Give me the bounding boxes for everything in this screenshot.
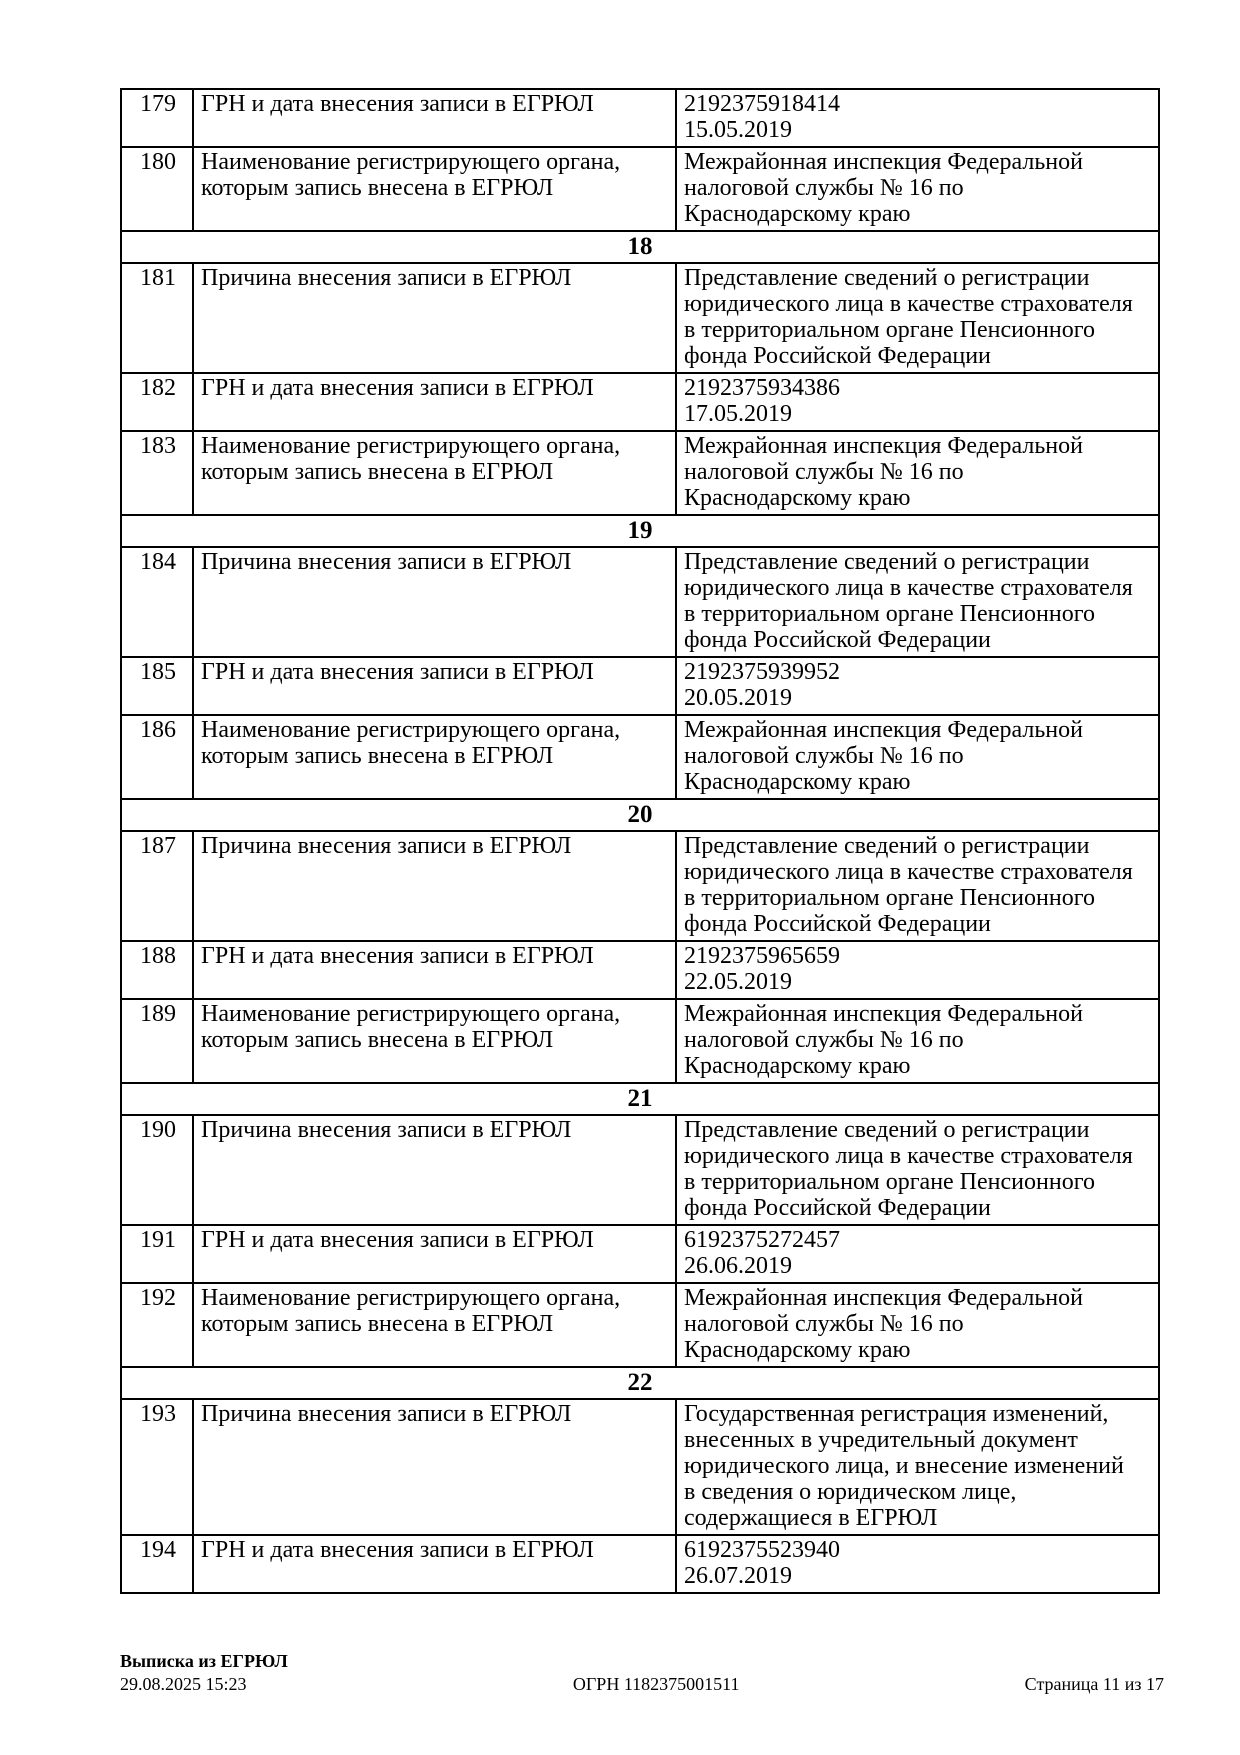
cell-text-line: содержащиеся в ЕГРЮЛ	[684, 1505, 938, 1531]
cell-text-line: 2192375939952	[684, 659, 840, 685]
record-row	[121, 1115, 1159, 1225]
record-value	[676, 831, 1159, 941]
cell-text-line: Межрайонная инспекция Федеральной	[684, 1285, 1083, 1311]
record-value	[676, 1399, 1159, 1535]
cell-text-line: ГРН и дата внесения записи в ЕГРЮЛ	[201, 1537, 594, 1563]
cell-text-line: Межрайонная инспекция Федеральной	[684, 717, 1083, 743]
record-number: 180	[121, 147, 193, 231]
record-row	[121, 431, 1159, 515]
cell-text-line: Краснодарскому краю	[684, 1337, 911, 1363]
record-attribute	[193, 1535, 676, 1593]
record-attribute	[193, 715, 676, 799]
cell-text-line: которым запись внесена в ЕГРЮЛ	[201, 1027, 554, 1053]
cell-text-line: Представление сведений о регистрации	[684, 265, 1090, 291]
cell-text-line: Межрайонная инспекция Федеральной	[684, 1001, 1083, 1027]
cell-text-line: юридического лица в качестве страхователя	[684, 1143, 1133, 1169]
record-row	[121, 1283, 1159, 1367]
cell-text-line: Краснодарскому краю	[684, 1053, 911, 1079]
section-number: 22	[121, 1367, 1159, 1399]
section-row	[121, 515, 1159, 547]
record-value	[676, 147, 1159, 231]
section-row	[121, 1083, 1159, 1115]
cell-text-line: в территориальном органе Пенсионного	[684, 885, 1095, 911]
record-number: 185	[121, 657, 193, 715]
cell-text-line: фонда Российской Федерации	[684, 627, 991, 653]
record-row	[121, 89, 1159, 147]
record-value	[676, 941, 1159, 999]
cell-text-line: 2192375934386	[684, 375, 840, 401]
cell-text-line: 22.05.2019	[684, 969, 792, 995]
page-footer	[120, 1650, 1164, 1696]
cell-text-line: Наименование регистрирующего органа,	[201, 149, 621, 175]
record-number: 182	[121, 373, 193, 431]
cell-text-line: налоговой службы № 16 по	[684, 459, 964, 485]
record-row	[121, 263, 1159, 373]
cell-text-line: которым запись внесена в ЕГРЮЛ	[201, 743, 554, 769]
cell-text-line: налоговой службы № 16 по	[684, 1027, 964, 1053]
record-attribute	[193, 1115, 676, 1225]
cell-text-line: Наименование регистрирующего органа,	[201, 1285, 621, 1311]
record-number: 179	[121, 89, 193, 147]
record-attribute	[193, 89, 676, 147]
record-value	[676, 547, 1159, 657]
record-number: 183	[121, 431, 193, 515]
cell-text-line: Наименование регистрирующего органа,	[201, 433, 621, 459]
record-row	[121, 715, 1159, 799]
cell-text-line: Краснодарскому краю	[684, 485, 911, 511]
record-value	[676, 1115, 1159, 1225]
section-number: 18	[121, 231, 1159, 263]
cell-text-line: фонда Российской Федерации	[684, 1195, 991, 1221]
record-attribute	[193, 373, 676, 431]
record-row	[121, 831, 1159, 941]
cell-text-line: Межрайонная инспекция Федеральной	[684, 433, 1083, 459]
cell-text-line: налоговой службы № 16 по	[684, 1311, 964, 1337]
cell-text-line: Представление сведений о регистрации	[684, 833, 1090, 859]
record-attribute	[193, 1283, 676, 1367]
record-number: 181	[121, 263, 193, 373]
cell-text-line: ГРН и дата внесения записи в ЕГРЮЛ	[201, 943, 594, 969]
record-value	[676, 373, 1159, 431]
record-attribute	[193, 1399, 676, 1535]
cell-text-line: Межрайонная инспекция Федеральной	[684, 149, 1083, 175]
section-number: 21	[121, 1083, 1159, 1115]
cell-text-line: Причина внесения записи в ЕГРЮЛ	[201, 549, 572, 575]
egrul-table-body	[121, 89, 1159, 1593]
cell-text-line: 6192375523940	[684, 1537, 840, 1563]
section-row	[121, 231, 1159, 263]
record-value	[676, 715, 1159, 799]
record-number: 186	[121, 715, 193, 799]
cell-text-line: фонда Российской Федерации	[684, 911, 991, 937]
cell-text-line: Наименование регистрирующего органа,	[201, 1001, 621, 1027]
section-row	[121, 1367, 1159, 1399]
extract-timestamp: 29.08.2025 15:23	[120, 1674, 247, 1694]
cell-text-line: юридического лица, и внесение изменений	[684, 1453, 1124, 1479]
record-attribute	[193, 999, 676, 1083]
section-number: 20	[121, 799, 1159, 831]
egrul-records-table	[120, 88, 1160, 1594]
cell-text-line: которым запись внесена в ЕГРЮЛ	[201, 175, 554, 201]
cell-text-line: Краснодарскому краю	[684, 769, 911, 795]
cell-text-line: 26.07.2019	[684, 1563, 792, 1589]
cell-text-line: 15.05.2019	[684, 117, 792, 143]
record-value	[676, 1283, 1159, 1367]
cell-text-line: 2192375965659	[684, 943, 840, 969]
record-attribute	[193, 431, 676, 515]
cell-text-line: налоговой службы № 16 по	[684, 175, 964, 201]
record-attribute	[193, 941, 676, 999]
record-number: 190	[121, 1115, 193, 1225]
record-attribute	[193, 263, 676, 373]
cell-text-line: ГРН и дата внесения записи в ЕГРЮЛ	[201, 659, 594, 685]
cell-text-line: которым запись внесена в ЕГРЮЛ	[201, 459, 554, 485]
cell-text-line: юридического лица в качестве страхователя	[684, 291, 1133, 317]
record-attribute	[193, 1225, 676, 1283]
record-value	[676, 1535, 1159, 1593]
record-row	[121, 657, 1159, 715]
cell-text-line: Государственная регистрация изменений,	[684, 1401, 1109, 1427]
cell-text-line: юридического лица в качестве страхователя	[684, 859, 1133, 885]
record-row	[121, 999, 1159, 1083]
record-row	[121, 941, 1159, 999]
cell-text-line: Причина внесения записи в ЕГРЮЛ	[201, 1117, 572, 1143]
record-row	[121, 1535, 1159, 1593]
page-indicator: Страница 11 из 17	[1024, 1674, 1164, 1694]
record-attribute	[193, 147, 676, 231]
cell-text-line: ГРН и дата внесения записи в ЕГРЮЛ	[201, 91, 594, 117]
cell-text-line: в сведения о юридическом лице,	[684, 1479, 1017, 1505]
record-row	[121, 1225, 1159, 1283]
record-row	[121, 547, 1159, 657]
cell-text-line: ГРН и дата внесения записи в ЕГРЮЛ	[201, 375, 594, 401]
section-number: 19	[121, 515, 1159, 547]
record-number: 194	[121, 1535, 193, 1593]
cell-text-line: ГРН и дата внесения записи в ЕГРЮЛ	[201, 1227, 594, 1253]
record-number: 189	[121, 999, 193, 1083]
record-number: 193	[121, 1399, 193, 1535]
cell-text-line: 20.05.2019	[684, 685, 792, 711]
cell-text-line: Причина внесения записи в ЕГРЮЛ	[201, 265, 572, 291]
cell-text-line: в территориальном органе Пенсионного	[684, 601, 1095, 627]
record-attribute	[193, 831, 676, 941]
cell-text-line: 2192375918414	[684, 91, 840, 117]
cell-text-line: юридического лица в качестве страхователя	[684, 575, 1133, 601]
record-number: 184	[121, 547, 193, 657]
record-value	[676, 263, 1159, 373]
record-row	[121, 147, 1159, 231]
cell-text-line: 26.06.2019	[684, 1253, 792, 1279]
footer-left-block	[120, 1650, 288, 1696]
record-row	[121, 1399, 1159, 1535]
cell-text-line: Причина внесения записи в ЕГРЮЛ	[201, 1401, 572, 1427]
record-value	[676, 1225, 1159, 1283]
ogrn-number: ОГРН 1182375001511	[572, 1674, 740, 1694]
cell-text-line: налоговой службы № 16 по	[684, 743, 964, 769]
cell-text-line: Наименование регистрирующего органа,	[201, 717, 621, 743]
cell-text-line: Причина внесения записи в ЕГРЮЛ	[201, 833, 572, 859]
cell-text-line: фонда Российской Федерации	[684, 343, 991, 369]
cell-text-line: внесенных в учредительный документ	[684, 1427, 1078, 1453]
cell-text-line: Краснодарскому краю	[684, 201, 911, 227]
record-number: 188	[121, 941, 193, 999]
record-number: 187	[121, 831, 193, 941]
cell-text-line: Представление сведений о регистрации	[684, 549, 1090, 575]
document-title: Выписка из ЕГРЮЛ	[120, 1651, 288, 1671]
record-value	[676, 89, 1159, 147]
record-value	[676, 657, 1159, 715]
record-value	[676, 431, 1159, 515]
cell-text-line: в территориальном органе Пенсионного	[684, 317, 1095, 343]
record-attribute	[193, 547, 676, 657]
cell-text-line: 17.05.2019	[684, 401, 792, 427]
cell-text-line: в территориальном органе Пенсионного	[684, 1169, 1095, 1195]
cell-text-line: которым запись внесена в ЕГРЮЛ	[201, 1311, 554, 1337]
record-number: 192	[121, 1283, 193, 1367]
cell-text-line: 6192375272457	[684, 1227, 840, 1253]
record-number: 191	[121, 1225, 193, 1283]
record-attribute	[193, 657, 676, 715]
record-value	[676, 999, 1159, 1083]
record-row	[121, 373, 1159, 431]
section-row	[121, 799, 1159, 831]
cell-text-line: Представление сведений о регистрации	[684, 1117, 1090, 1143]
